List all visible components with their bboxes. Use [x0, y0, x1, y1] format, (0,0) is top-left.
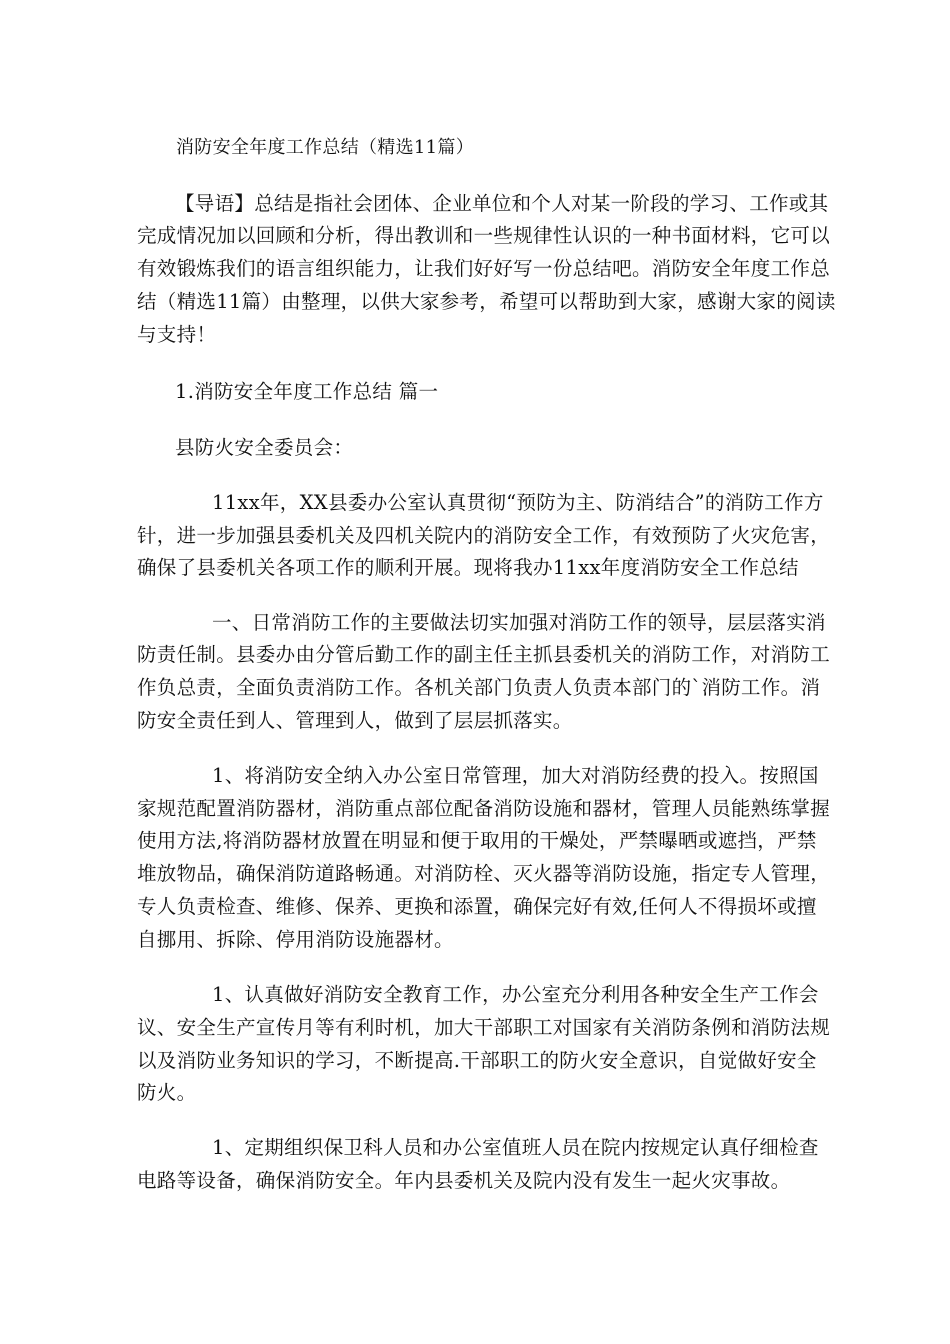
paragraph-line: 议、安全生产宣传月等有利时机，加大干部职工对国家有关消防条例和消防法规	[137, 1016, 831, 1039]
paragraph-line: 自挪用、拆除、停用消防设施器材。	[137, 928, 454, 951]
paragraph-line: 1、将消防安全纳入办公室日常管理，加大对消防经费的投入。按照国	[212, 764, 819, 787]
paragraph-line: 针，进一步加强县委机关及四机关院内的消防安全工作，有效预防了火灾危害，	[137, 524, 831, 547]
intro-line: 结（精选11篇）由整理，以供大家参考，希望可以帮助到大家，感谢大家的阅读	[137, 290, 836, 313]
intro-line: 有效锻炼我们的语言组织能力，让我们好好写一份总结吧。消防安全年度工作总	[137, 257, 831, 280]
paragraph-line: 作负总责，全面负责消防工作。各机关部门负责人负责本部门的`消防工作。消	[137, 676, 821, 699]
intro-line: 完成情况加以回顾和分析，得出教训和一些规律性认识的一种书面材料，它可以	[137, 224, 831, 247]
paragraph-line: 电路等设备，确保消防安全。年内县委机关及院内没有发生一起火灾事故。	[137, 1169, 791, 1192]
paragraph-line: 确保了县委机关各项工作的顺利开展。现将我办11xx年度消防安全工作总结	[137, 556, 799, 579]
paragraph-line: 以及消防业务知识的学习，不断提高.干部职工的防火安全意识，自觉做好安全	[137, 1049, 817, 1072]
section-heading: 1.消防安全年度工作总结 篇一	[175, 380, 439, 403]
salutation: 县防火安全委员会：	[175, 436, 354, 459]
paragraph-line: 防火。	[137, 1081, 197, 1104]
document-title: 消防安全年度工作总结（精选11篇）	[176, 137, 475, 158]
paragraph-line: 使用方法,将消防器材放置在明显和便于取用的干燥处，严禁曝晒或遮挡，严禁	[137, 829, 817, 852]
intro-line: 【导语】总结是指社会团体、企业单位和个人对某一阶段的学习、工作或其	[175, 192, 829, 215]
paragraph-line: 专人负责检查、维修、保养、更换和添置，确保完好有效,任何人不得损坏或擅	[137, 895, 817, 918]
paragraph-line: 一、日常消防工作的主要做法切实加强对消防工作的领导，层层落实消	[212, 611, 826, 634]
paragraph-line: 堆放物品，确保消防道路畅通。对消防栓、灭火器等消防设施，指定专人管理，	[137, 862, 831, 885]
paragraph-line: 1、认真做好消防安全教育工作，办公室充分利用各种安全生产工作会	[212, 983, 819, 1006]
paragraph-line: 家规范配置消防器材，消防重点部位配备消防设施和器材，管理人员能熟练掌握	[137, 797, 831, 820]
paragraph-line: 11xx年，XX县委办公室认真贯彻“预防为主、防消结合”的消防工作方	[212, 491, 824, 514]
paragraph-line: 防责任制。县委办由分管后勤工作的副主任主抓县委机关的消防工作，对消防工	[137, 643, 831, 666]
intro-line: 与支持！	[137, 323, 217, 346]
paragraph-line: 防安全责任到人、管理到人，做到了层层抓落实。	[137, 709, 573, 732]
paragraph-line: 1、定期组织保卫科人员和办公室值班人员在院内按规定认真仔细检查	[212, 1136, 819, 1159]
